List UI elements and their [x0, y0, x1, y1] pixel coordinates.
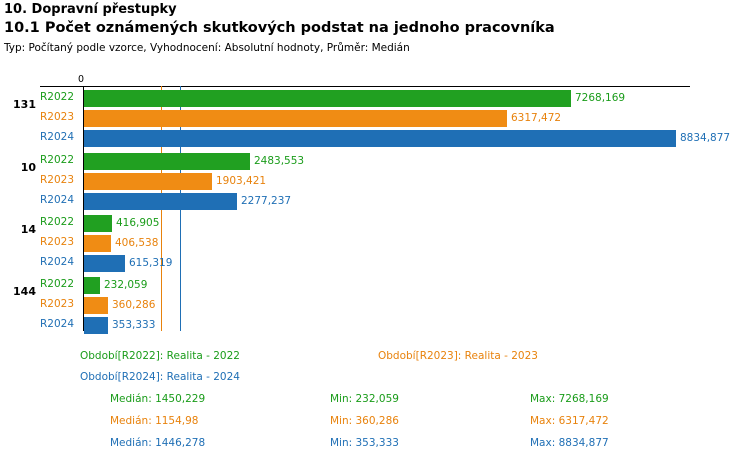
- stat-min-r2023: Min: 360,286: [330, 415, 399, 427]
- series-label: R2024: [40, 256, 75, 268]
- bar-r2023[interactable]: [84, 173, 212, 190]
- series-label: R2023: [40, 174, 75, 186]
- legend-item-r2024[interactable]: Období[R2024]: Realita - 2024: [80, 371, 240, 383]
- bar-value: 6317,472: [511, 112, 562, 124]
- stat-median-r2023: Medián: 1154,98: [110, 415, 199, 427]
- series-label: R2024: [40, 131, 75, 143]
- series-label: R2023: [40, 236, 75, 248]
- series-label: R2022: [40, 154, 75, 166]
- stat-median-r2024: Medián: 1446,278: [110, 437, 206, 449]
- bar-value: 8834,877: [680, 132, 731, 144]
- series-label: R2022: [40, 91, 75, 103]
- bar-value: 416,905: [116, 217, 160, 229]
- bar-r2023[interactable]: [84, 110, 507, 127]
- series-label: R2024: [40, 194, 75, 206]
- stat-max-r2023: Max: 6317,472: [530, 415, 609, 427]
- legend-item-r2023[interactable]: Období[R2023]: Realita - 2023: [378, 350, 538, 362]
- bar-r2024[interactable]: [84, 193, 237, 210]
- axis-zero-label: 0: [78, 74, 85, 85]
- bar-value: 2277,237: [241, 195, 292, 207]
- stat-max-r2024: Max: 8834,877: [530, 437, 609, 449]
- stat-min-r2022: Min: 232,059: [330, 393, 399, 405]
- bar-r2024[interactable]: [84, 317, 108, 334]
- bar-r2024[interactable]: [84, 130, 676, 147]
- legend-item-r2022[interactable]: Období[R2022]: Realita - 2022: [80, 350, 240, 362]
- page-title: 10. Dopravní přestupky: [4, 2, 177, 17]
- bar-value: 360,286: [112, 299, 156, 311]
- group-label: 14: [20, 223, 36, 236]
- group-label: 131: [13, 98, 36, 111]
- series-label: R2024: [40, 318, 75, 330]
- bar-value: 353,333: [112, 319, 156, 331]
- stat-max-r2022: Max: 7268,169: [530, 393, 609, 405]
- bar-r2022[interactable]: [84, 90, 571, 107]
- chart-title: 10.1 Počet oznámených skutkových podstat na jednoho pracovníka: [4, 20, 555, 36]
- bar-value: 615,319: [129, 257, 173, 269]
- bar-value: 7268,169: [575, 92, 626, 104]
- axis-top-line: [40, 86, 690, 87]
- group-label: 144: [13, 285, 36, 298]
- series-label: R2023: [40, 298, 75, 310]
- bar-r2022[interactable]: [84, 277, 100, 294]
- series-label: R2022: [40, 216, 75, 228]
- bar-value: 232,059: [104, 279, 148, 291]
- bar-r2022[interactable]: [84, 215, 112, 232]
- bar-value: 1903,421: [216, 175, 267, 187]
- series-label: R2023: [40, 111, 75, 123]
- chart-legend: [0, 344, 750, 452]
- chart-meta: Typ: Počítaný podle vzorce, Vyhodnocení: Absolutní hodnoty, Průměr: Medián: [4, 42, 410, 54]
- bar-r2023[interactable]: [84, 297, 108, 314]
- bar-r2022[interactable]: [84, 153, 250, 170]
- bar-r2023[interactable]: [84, 235, 111, 252]
- bar-value: 2483,553: [254, 155, 305, 167]
- stat-min-r2024: Min: 353,333: [330, 437, 399, 449]
- bar-r2024[interactable]: [84, 255, 125, 272]
- group-label: 10: [20, 161, 36, 174]
- stat-median-r2022: Medián: 1450,229: [110, 393, 206, 405]
- bar-value: 406,538: [115, 237, 159, 249]
- series-label: R2022: [40, 278, 75, 290]
